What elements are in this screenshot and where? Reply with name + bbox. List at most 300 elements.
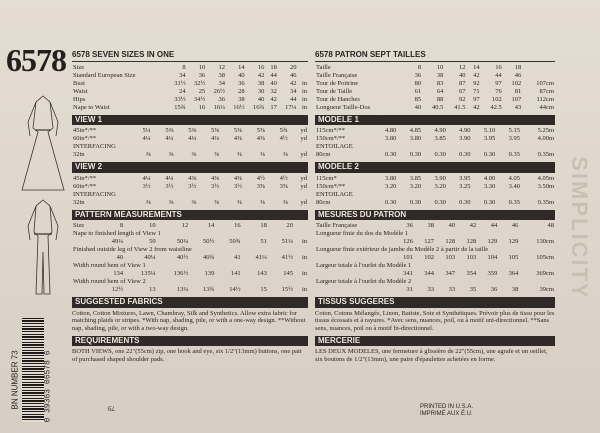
table-cell: 141 xyxy=(230,270,241,277)
table-cell: 8 xyxy=(417,63,422,71)
table-row xyxy=(315,135,555,143)
table-cell: 38 xyxy=(218,71,225,79)
table-row xyxy=(315,72,555,80)
table-cell: ⅜ xyxy=(214,151,220,158)
table-cell: 104 xyxy=(487,254,498,261)
table-cell: 18 xyxy=(514,63,522,71)
table-cell: 31½ xyxy=(174,79,186,87)
table-row xyxy=(72,191,308,199)
table-cell: 35 xyxy=(469,286,477,293)
table-cell: 32 xyxy=(270,87,277,95)
table-cell: yd xyxy=(300,198,307,206)
table-row xyxy=(315,199,555,207)
table-cell: 3.85 xyxy=(409,174,422,182)
view2-jumpsuit-sketch xyxy=(20,196,66,298)
table-cell: 46 xyxy=(290,71,297,79)
mercerie-text: LES DEUX MODELES, une fermeture à glissière de 22"(55cm), une agrafe et un oeillet, six boutons de 1/2"(13mm), une paire d'épaulettes achetées en forme. xyxy=(315,348,548,364)
table-cell: 3.85 xyxy=(434,135,446,142)
table-cell: 14 xyxy=(238,63,245,71)
table-cell: 5.15 xyxy=(508,127,520,134)
table-cell: 10 xyxy=(198,63,206,71)
table-cell: 8 xyxy=(119,222,124,229)
table-cell: 5.25m xyxy=(537,127,554,134)
table-cell: 26½ xyxy=(213,87,225,95)
table-cell: 10 xyxy=(436,63,444,71)
table-cell: 83 xyxy=(436,79,444,87)
table-cell: 36 xyxy=(414,71,422,79)
table-cell: 3½ xyxy=(142,182,151,190)
row-label xyxy=(72,254,98,262)
table-row xyxy=(72,96,308,104)
table-cell: 36 xyxy=(238,79,245,87)
table-cell: 105cm xyxy=(536,254,554,261)
row-label: Taille Française xyxy=(316,71,358,79)
english-column xyxy=(72,48,308,365)
table-cell: 36 xyxy=(198,71,206,79)
table-row xyxy=(72,151,308,159)
table-row xyxy=(72,175,308,183)
table-cell: 3⅝ xyxy=(279,182,288,190)
table-row xyxy=(72,199,308,207)
row-label xyxy=(72,270,98,278)
table-cell: 40¼ xyxy=(144,254,156,261)
table-cell: ⅜ xyxy=(260,151,265,158)
table-cell: 17¼ xyxy=(285,103,297,111)
table-cell xyxy=(522,64,555,72)
row-label xyxy=(315,286,393,294)
row-label: 32in xyxy=(73,151,85,158)
table-cell: 33½ xyxy=(174,95,186,103)
table-cell: in xyxy=(301,270,307,277)
row-label: 80cm xyxy=(316,151,331,158)
table-cell: 34 xyxy=(179,71,186,79)
table-cell: 97 xyxy=(473,95,480,103)
french-column xyxy=(315,48,555,365)
measurements-table xyxy=(72,222,308,294)
table-cell: 359 xyxy=(487,270,498,277)
table-cell: 107 xyxy=(511,95,522,103)
row-label: Finished outside leg of View 2 from waistline xyxy=(73,246,192,253)
table-row xyxy=(72,262,308,270)
table-row xyxy=(315,262,555,270)
table-row xyxy=(315,286,555,294)
table-cell: 43 xyxy=(514,103,522,111)
table-cell: 40½ xyxy=(176,254,189,261)
table-cell: 101 xyxy=(403,254,413,261)
table-cell: ⅜ xyxy=(260,198,265,206)
table-cell: 15¾ xyxy=(174,103,186,111)
table-cell: 50½ xyxy=(203,238,215,245)
row-label: 60in*/** xyxy=(73,135,97,142)
table-cell: 135¼ xyxy=(141,270,156,277)
table-cell: 12 xyxy=(181,222,189,229)
table-cell: 42 xyxy=(257,71,265,79)
table-cell: 40 xyxy=(257,95,265,103)
table-cell: 32½ xyxy=(193,79,206,87)
upc-number: 0 39363 06578 6 xyxy=(43,350,53,423)
table-cell: 16 xyxy=(495,63,502,71)
table-cell: 5⅜ xyxy=(188,127,197,134)
table-cell: 0.30 xyxy=(483,198,496,206)
table-cell: 143 xyxy=(257,270,267,277)
table-cell: 34½ xyxy=(193,95,206,103)
page-number: 79 xyxy=(108,404,115,412)
taille-table xyxy=(315,64,555,112)
mesures-table xyxy=(315,222,555,294)
row-label: ENTOILAGE xyxy=(316,143,353,150)
table-cell xyxy=(298,64,308,72)
row-label xyxy=(315,238,393,246)
table-cell: 42.5 xyxy=(490,103,502,111)
table-row xyxy=(72,143,308,151)
row-label: 150cm*/** xyxy=(316,182,346,190)
table-cell: 49¼ xyxy=(111,238,124,245)
row-label: Longueur Taille-Dos xyxy=(316,103,371,111)
table-cell: in xyxy=(301,95,307,103)
table-cell xyxy=(298,72,308,80)
table-cell: 4⅜ xyxy=(256,135,265,142)
row-label: Size xyxy=(73,222,85,229)
row-label: 150cm*/** xyxy=(316,135,346,142)
table-cell: 40 xyxy=(238,71,245,79)
table-row xyxy=(315,230,555,238)
row-label: INTERFACING xyxy=(73,190,116,198)
table-cell: 33 xyxy=(448,286,456,293)
table-cell: 44 xyxy=(495,71,502,79)
table-cell: 25 xyxy=(198,87,206,95)
table-cell: 102 xyxy=(424,254,434,261)
table-cell: 42 xyxy=(290,79,297,87)
table-cell: 4⅜ xyxy=(233,174,243,182)
table-cell: yd xyxy=(300,151,307,158)
table-row xyxy=(72,64,308,72)
table-cell: 38 xyxy=(436,71,444,79)
table-cell: 134 xyxy=(113,270,124,277)
modele2-header: MODELE 2 xyxy=(315,162,555,173)
table-cell: 40.5 xyxy=(431,103,444,111)
row-label xyxy=(315,270,393,278)
table-cell: ⅜ xyxy=(282,151,288,158)
table-cell: 12 xyxy=(459,63,466,71)
table-cell: 105 xyxy=(508,254,519,261)
table-cell: 87cm xyxy=(539,87,554,95)
table-cell: 40 xyxy=(414,103,422,111)
table-cell: 102 xyxy=(492,95,502,103)
table-cell: 33 xyxy=(427,286,434,293)
table-cell: 4½ xyxy=(279,135,288,142)
table-cell: 61 xyxy=(414,87,422,95)
table-cell: 3½ xyxy=(165,182,174,190)
row-label xyxy=(72,238,98,246)
table-row xyxy=(315,143,555,151)
table-cell: in xyxy=(301,103,307,111)
table-row xyxy=(315,127,555,135)
table-cell: 42 xyxy=(469,222,477,229)
table-cell: 15½ xyxy=(281,286,294,293)
table-cell: 36 xyxy=(406,222,413,229)
table-row xyxy=(72,270,308,278)
table-cell: 87 xyxy=(459,79,466,87)
table-cell: 4⅜ xyxy=(211,174,220,182)
table-cell: 46 xyxy=(511,222,519,229)
table-cell: ⅜ xyxy=(214,198,220,206)
table-cell: 4.85 xyxy=(409,127,422,134)
table-cell: 39cm xyxy=(539,286,554,293)
table-row xyxy=(315,254,555,262)
row-label: Waist xyxy=(73,87,88,95)
table-row xyxy=(315,88,555,96)
table-cell: 112cm xyxy=(536,95,554,103)
table-cell: 64 xyxy=(436,87,444,95)
row-label: 32in xyxy=(73,198,85,206)
table-cell: 5⅜ xyxy=(233,127,243,134)
table-cell: 41¼ xyxy=(255,254,267,261)
table-cell: 5.10 xyxy=(483,127,496,134)
table-cell: 3.30 xyxy=(483,182,496,190)
table-cell: 5¾ xyxy=(279,127,288,134)
table-cell: 20 xyxy=(286,222,294,229)
table-row xyxy=(315,270,555,278)
tissus-header: TISSUS SUGGERES xyxy=(315,297,555,308)
table-cell: 4⅜ xyxy=(233,135,243,142)
table-cell: 3½ xyxy=(188,182,197,190)
table-cell: 3.25 xyxy=(459,182,471,190)
table-cell: 128 xyxy=(466,238,477,245)
row-label: Longueur finie extérieur de jambe du Modèle 2 à partir de la taille xyxy=(316,246,489,253)
table-cell: 14 xyxy=(207,222,215,229)
row-label: Tour de Taille xyxy=(316,87,353,95)
row-label: Tour de Hanches xyxy=(316,95,360,103)
table-cell: 4.05m xyxy=(537,174,554,182)
table-cell: 0.35m xyxy=(537,151,554,158)
table-cell: 16 xyxy=(234,222,241,229)
table-cell: 18 xyxy=(270,63,277,71)
table-cell: in xyxy=(301,79,307,87)
table-cell: 354 xyxy=(466,270,477,277)
table-row xyxy=(72,72,308,80)
table-cell: 4.80 xyxy=(385,127,397,134)
table-cell: 130cm xyxy=(536,238,554,245)
view2-header: VIEW 2 xyxy=(72,162,308,173)
table-cell: 81 xyxy=(514,87,522,95)
table-cell: 3.20 xyxy=(409,182,422,190)
row-label: Width round hem of View 1 xyxy=(73,262,146,269)
table-cell: 71 xyxy=(473,87,480,95)
row-label: Hips xyxy=(73,95,86,103)
table-cell: 3⅝ xyxy=(256,182,265,190)
table-cell: 129 xyxy=(487,238,498,245)
table-cell: ⅜ xyxy=(237,198,243,206)
table-cell: ⅜ xyxy=(145,198,151,206)
table-cell: 80 xyxy=(414,79,422,87)
table-cell: 38 xyxy=(238,95,245,103)
table-cell: yd xyxy=(300,127,307,134)
table-cell: 4¼ xyxy=(165,174,174,182)
row-label: Largeur totale à l'ourlet du Modèle 1 xyxy=(316,262,412,269)
row-label: Size xyxy=(73,63,85,71)
view2-table xyxy=(72,175,308,207)
table-cell: 4.90 xyxy=(434,127,446,134)
row-label: 60in*/** xyxy=(73,182,97,190)
table-cell: 8 xyxy=(182,63,186,71)
table-cell: 42 xyxy=(473,103,480,111)
table-cell: 10 xyxy=(149,222,156,229)
table-cell: ⅜ xyxy=(168,198,174,206)
table-row xyxy=(72,88,308,96)
tailles-title: 6578 PATRON SEPT TAILLES xyxy=(315,51,555,62)
table-cell: 139 xyxy=(204,270,215,277)
table-cell: 24 xyxy=(179,87,186,95)
table-cell: 46 xyxy=(514,71,522,79)
table-cell: 4¼ xyxy=(211,135,220,142)
table-cell: ⅜ xyxy=(237,151,243,158)
table-cell xyxy=(522,72,555,80)
table-row xyxy=(315,64,555,72)
table-cell: 44 xyxy=(290,95,297,103)
table-cell: 51¼ xyxy=(281,238,294,245)
table-cell: ⅜ xyxy=(168,151,174,158)
table-row xyxy=(72,104,308,112)
table-row xyxy=(315,151,555,159)
row-label: ENTOILAGE xyxy=(316,190,353,198)
table-cell: 0.35 xyxy=(508,198,520,206)
table-cell: 3.80 xyxy=(385,135,397,142)
table-cell: in xyxy=(301,254,307,261)
modele1-header: MODELE 1 xyxy=(315,115,555,126)
table-row xyxy=(72,127,308,135)
row-label: Taille Française xyxy=(316,222,358,229)
table-cell: in xyxy=(301,238,307,245)
table-cell: yd xyxy=(300,182,307,190)
table-cell: 4¼ xyxy=(188,135,197,142)
row-label: Bust xyxy=(73,79,85,87)
table-row xyxy=(315,96,555,104)
table-cell: 42 xyxy=(270,95,277,103)
table-cell: 0.30 xyxy=(459,198,471,206)
table-cell: 15 xyxy=(260,286,267,293)
tissus-text: Coton, Cotons Mélangés, Linon, Batiste, Soie et Synthétiques. Prévoir plus de tissu pour les tissus écossais et à rayures. *Avec sens, nuances, poil, ou à motif uni-directionnel. **Sans sens, nuances, poil ou à motif bi-directionnel. xyxy=(315,309,555,333)
table-row xyxy=(72,230,308,238)
fabrics-header: SUGGESTED FABRICS xyxy=(72,297,308,308)
row-label: Tour de Poitrine xyxy=(316,79,359,87)
table-cell: 50 xyxy=(149,238,156,245)
table-row xyxy=(315,80,555,88)
bn-number: BN NUMBER 73 xyxy=(10,350,20,410)
row-label: Taille xyxy=(316,63,331,71)
table-cell: 0.30 xyxy=(385,151,397,158)
table-cell: 5⅜ xyxy=(165,127,174,134)
table-cell: 20 xyxy=(290,63,297,71)
table-cell: 34 xyxy=(218,79,225,87)
mesures-header: MESURES DU PATRON xyxy=(315,210,555,221)
table-cell: 3.20 xyxy=(385,182,397,190)
table-cell: 4.00m xyxy=(537,135,554,142)
table-cell: 40 xyxy=(448,222,456,229)
table-cell: 128 xyxy=(445,238,456,245)
table-cell: 12 xyxy=(218,63,225,71)
table-cell: ⅜ xyxy=(145,151,151,158)
table-cell: 103 xyxy=(466,254,477,261)
table-cell: 14½ xyxy=(229,286,241,293)
table-cell: 0.30 xyxy=(459,151,471,158)
modele2-table xyxy=(315,175,555,207)
table-cell: 0.30 xyxy=(434,198,446,206)
pattern-number: 6578 xyxy=(6,42,66,78)
table-row xyxy=(315,183,555,191)
row-label: Longueur finie du dos du Modèle 1 xyxy=(316,230,409,237)
table-cell: 16½ xyxy=(233,103,245,111)
table-cell: 4¼ xyxy=(165,135,174,142)
table-cell: 4¼ xyxy=(142,174,151,182)
row-label: 45in*/** xyxy=(73,127,97,134)
table-cell: 3½ xyxy=(211,182,220,190)
table-cell: 4.05 xyxy=(508,174,520,182)
table-cell: 40 xyxy=(116,254,124,261)
row-label: Nape to Waist xyxy=(73,103,110,111)
table-cell: 51 xyxy=(260,238,267,245)
table-cell: 92 xyxy=(473,79,480,87)
table-cell: 36 xyxy=(490,286,498,293)
table-cell: 129 xyxy=(508,238,519,245)
table-row xyxy=(72,254,308,262)
table-row xyxy=(315,175,555,183)
table-cell: 4½ xyxy=(256,174,265,182)
table-cell: 44 xyxy=(490,222,498,229)
table-cell: 4¼ xyxy=(142,135,151,142)
measurements-header: PATTERN MEASUREMENTS xyxy=(72,210,308,221)
table-cell: 67 xyxy=(459,87,466,95)
row-label: 115cm* xyxy=(316,174,337,182)
table-cell: 97 xyxy=(495,79,502,87)
table-cell: 40 xyxy=(459,71,466,79)
table-cell: 344 xyxy=(424,270,434,277)
table-row xyxy=(72,135,308,143)
side-brand: SIMPLICITY xyxy=(567,156,592,300)
row-label xyxy=(315,254,393,262)
table-cell: 38 xyxy=(427,222,434,229)
table-row xyxy=(315,238,555,246)
table-cell: ⅜ xyxy=(191,198,197,206)
printed-line-1: PRINTED IN U.S.A. xyxy=(420,404,474,410)
printed-in xyxy=(420,404,473,418)
table-cell: 16¼ xyxy=(213,103,225,111)
table-cell: 41 xyxy=(234,254,241,261)
table-row xyxy=(315,278,555,286)
table-cell: 0.30 xyxy=(385,198,397,206)
table-cell: 3.95 xyxy=(483,135,496,142)
table-row xyxy=(72,238,308,246)
table-cell: 341 xyxy=(403,270,413,277)
table-row xyxy=(315,104,555,112)
table-cell: yd xyxy=(300,135,307,142)
table-cell xyxy=(294,222,308,230)
table-row xyxy=(315,246,555,254)
table-cell: 107cm xyxy=(536,79,554,87)
row-label: 45in*/** xyxy=(73,174,97,182)
printed-line-2: IMPRIMÉ AUX É.U. xyxy=(420,411,473,417)
table-row xyxy=(72,80,308,88)
table-cell: 4⅜ xyxy=(188,174,197,182)
table-cell: 3½ xyxy=(233,182,243,190)
table-row xyxy=(72,246,308,254)
table-cell: 34 xyxy=(290,87,297,95)
table-cell: 4½ xyxy=(279,174,288,182)
table-cell: 85 xyxy=(414,95,422,103)
table-cell: 44 xyxy=(270,71,277,79)
table-cell: 92 xyxy=(459,95,466,103)
row-label: 115cm*/** xyxy=(316,127,346,134)
table-row xyxy=(72,286,308,294)
